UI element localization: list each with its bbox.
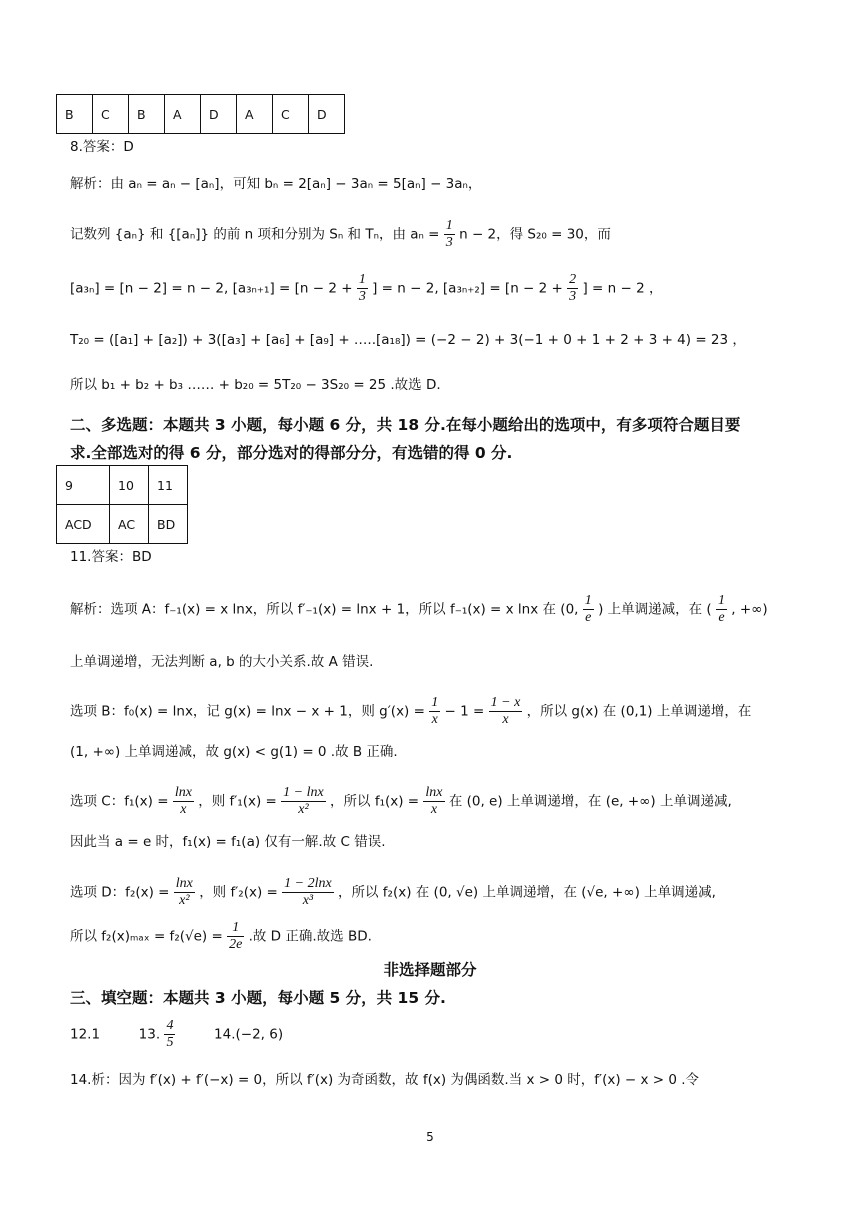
table1-cell: D (201, 95, 237, 134)
q8-line-2 (70, 218, 611, 251)
fraction (716, 593, 727, 626)
denominator: x (502, 712, 509, 727)
numerator: lnx (425, 785, 443, 800)
q11-c4: 在 (0, e) 上单调递增，在 (e, +∞) 上单调递减, (448, 793, 732, 810)
answer-table-1 (56, 94, 345, 134)
fraction (423, 785, 444, 818)
fraction (282, 876, 334, 909)
denominator: x (431, 712, 438, 727)
table2-cell: AC (110, 505, 149, 544)
q8-line-4: T₂₀ = ([a₁] + [a₂]) + 3([a₃] + [a₆] + [a₉] + …..[a₁₈]) = (−2 − 2) + 3(−1 + 0 + 1 + 2 + 3 + 4) = 23 ， (70, 332, 746, 348)
q11-d1: 选项 D：f₂(x) = (70, 884, 170, 901)
q11-d3: ，所以 f₂(x) 在 (0, √e) 上单调递增，在 (√e, +∞) 上单调递减, (338, 884, 716, 901)
numerator: 1 (445, 218, 453, 233)
numerator: 4 (166, 1018, 174, 1033)
fraction (173, 785, 194, 818)
table2-cell: BD (149, 505, 188, 544)
page-number: 5 (426, 1130, 434, 1144)
fraction (174, 876, 195, 909)
numerator: 1 (717, 593, 725, 608)
numerator: lnx (174, 785, 192, 800)
numerator: 1 (227, 920, 244, 937)
table1-cell: B (129, 95, 165, 134)
fraction (281, 785, 326, 818)
fraction (567, 272, 578, 305)
q11-option-d-line1 (70, 876, 716, 909)
answer-12: 12.1 (70, 1026, 101, 1043)
q8-line-2b: n − 2，得 S₂₀ = 30，而 (459, 226, 611, 243)
q11-option-a-line2: 上单调递增，无法判断 a, b 的大小关系.故 A 错误. (70, 654, 374, 670)
q11-option-c-line1 (70, 785, 732, 818)
q8-line-3 (70, 272, 662, 305)
table1-cell: D (309, 95, 345, 134)
denominator: 3 (569, 289, 577, 304)
q8-line-5: 所以 b₁ + b₂ + b₃ …… + b₂₀ = 5T₂₀ − 3S₂₀ = 25 .故选 D. (70, 377, 441, 393)
numerator: 1 − lnx (283, 785, 324, 800)
table1-cell: A (237, 95, 273, 134)
q11-option-b-line2: (1, +∞) 上单调递减，故 g(x) < g(1) = 0 .故 B 正确. (70, 744, 398, 760)
answer-13-label: 13. (138, 1026, 161, 1043)
q11-c2: ，则 f′₁(x) = (198, 793, 277, 810)
q8-line-2a: 记数列 {aₙ} 和 {[aₙ]} 的前 n 项和分别为 Sₙ 和 Tₙ，由 aₙ = (70, 226, 440, 243)
q8-line-1: 解析：由 aₙ = aₙ − [aₙ]，可知 bₙ = 2[aₙ] − 3aₙ = 5[aₙ] − 3aₙ， (70, 176, 482, 192)
denominator: 2e (229, 937, 243, 952)
table2-cell: 11 (149, 466, 188, 505)
denominator: e (585, 610, 592, 625)
q11-answer-label: 11.答案：BD (70, 549, 152, 565)
section2-heading-line2: 求.全部选对的得 6 分，部分选对的得部分分，有选错的得 0 分. (70, 444, 513, 462)
denominator: 3 (358, 289, 366, 304)
answer-14: 14.(−2, 6) (214, 1026, 284, 1043)
q11-option-c-line2: 因此当 a = e 时，f₁(x) = f₁(a) 仅有一解.故 C 错误. (70, 834, 386, 850)
numerator: 2 (569, 272, 577, 287)
denominator: x² (298, 802, 309, 817)
table1-cell: B (57, 95, 93, 134)
q11-c3: ，所以 f₁(x) = (330, 793, 420, 810)
q11-d5: .故 D 正确.故选 BD. (248, 928, 372, 945)
table2-cell: 10 (110, 466, 149, 505)
table2-cell: ACD (57, 505, 110, 544)
q11-b3: ，所以 g(x) 在 (0,1) 上单调递增，在 (526, 703, 752, 720)
fraction (429, 695, 440, 728)
q8-line-3c: ] = n − 2 ， (582, 280, 663, 297)
fraction (227, 920, 244, 953)
fraction (489, 695, 523, 728)
table1-cell: A (165, 95, 201, 134)
fraction (583, 593, 594, 626)
numerator: 1 − 2lnx (284, 876, 332, 891)
table1-cell: C (93, 95, 129, 134)
q11-a3: , +∞) (731, 601, 768, 618)
fraction (164, 1018, 175, 1051)
denominator: x³ (302, 893, 314, 908)
numerator: lnx (175, 876, 193, 891)
q11-b2: − 1 = (444, 703, 485, 720)
numerator: 1 − x (490, 695, 521, 710)
numerator: 1 (431, 695, 439, 710)
denominator: x (430, 802, 438, 817)
numerator: 1 (358, 272, 366, 287)
denominator: e (718, 610, 725, 625)
q11-d2: ，则 f′₂(x) = (199, 884, 278, 901)
q11-option-a-line1 (70, 593, 768, 626)
q11-option-b-line1 (70, 695, 751, 728)
q11-option-d-line2 (70, 920, 372, 953)
section-title: 非选择题部分 (383, 961, 477, 979)
denominator: x (180, 802, 187, 817)
denominator: 3 (445, 235, 453, 250)
denominator: x² (179, 893, 190, 908)
q8-answer-label: 8.答案：D (70, 139, 134, 155)
q8-line-3a: [a₃ₙ] = [n − 2] = n − 2, [a₃ₙ₊₁] = [n − 2 + (70, 280, 353, 297)
q11-d4: 所以 f₂(x)ₘₐₓ = f₂(√e) = (70, 928, 223, 945)
answer-table-2 (56, 465, 188, 544)
table1-cell: C (273, 95, 309, 134)
q8-line-3b: ] = n − 2, [a₃ₙ₊₂] = [n − 2 + (372, 280, 563, 297)
q11-b1: 选项 B：f₀(x) = lnx，记 g(x) = lnx − x + 1，则 g′(x) = (70, 703, 425, 720)
table2-cell: 9 (57, 466, 110, 505)
section2-heading-line1: 二、多选题：本题共 3 小题，每小题 6 分，共 18 分.在每小题给出的选项中，有多项符合题目要 (70, 416, 741, 434)
fill-answers (70, 1018, 283, 1051)
numerator: 1 (584, 593, 592, 608)
q11-a1: 解析：选项 A：f₋₁(x) = x lnx，所以 f′₋₁(x) = lnx + 1，所以 f₋₁(x) = x lnx 在 (0, (70, 601, 579, 618)
q11-c1: 选项 C：f₁(x) = (70, 793, 169, 810)
fraction (444, 218, 455, 251)
denominator: 5 (166, 1035, 174, 1050)
fraction (357, 272, 368, 305)
section3-heading: 三、填空题：本题共 3 小题，每小题 5 分，共 15 分. (70, 989, 446, 1007)
q14-analysis: 14.析：因为 f′(x) + f′(−x) = 0，所以 f′(x) 为奇函数，故 f(x) 为偶函数.当 x > 0 时，f′(x) − x > 0 .令 (70, 1072, 700, 1088)
q11-a2: ) 上单调递减，在 ( (598, 601, 712, 618)
